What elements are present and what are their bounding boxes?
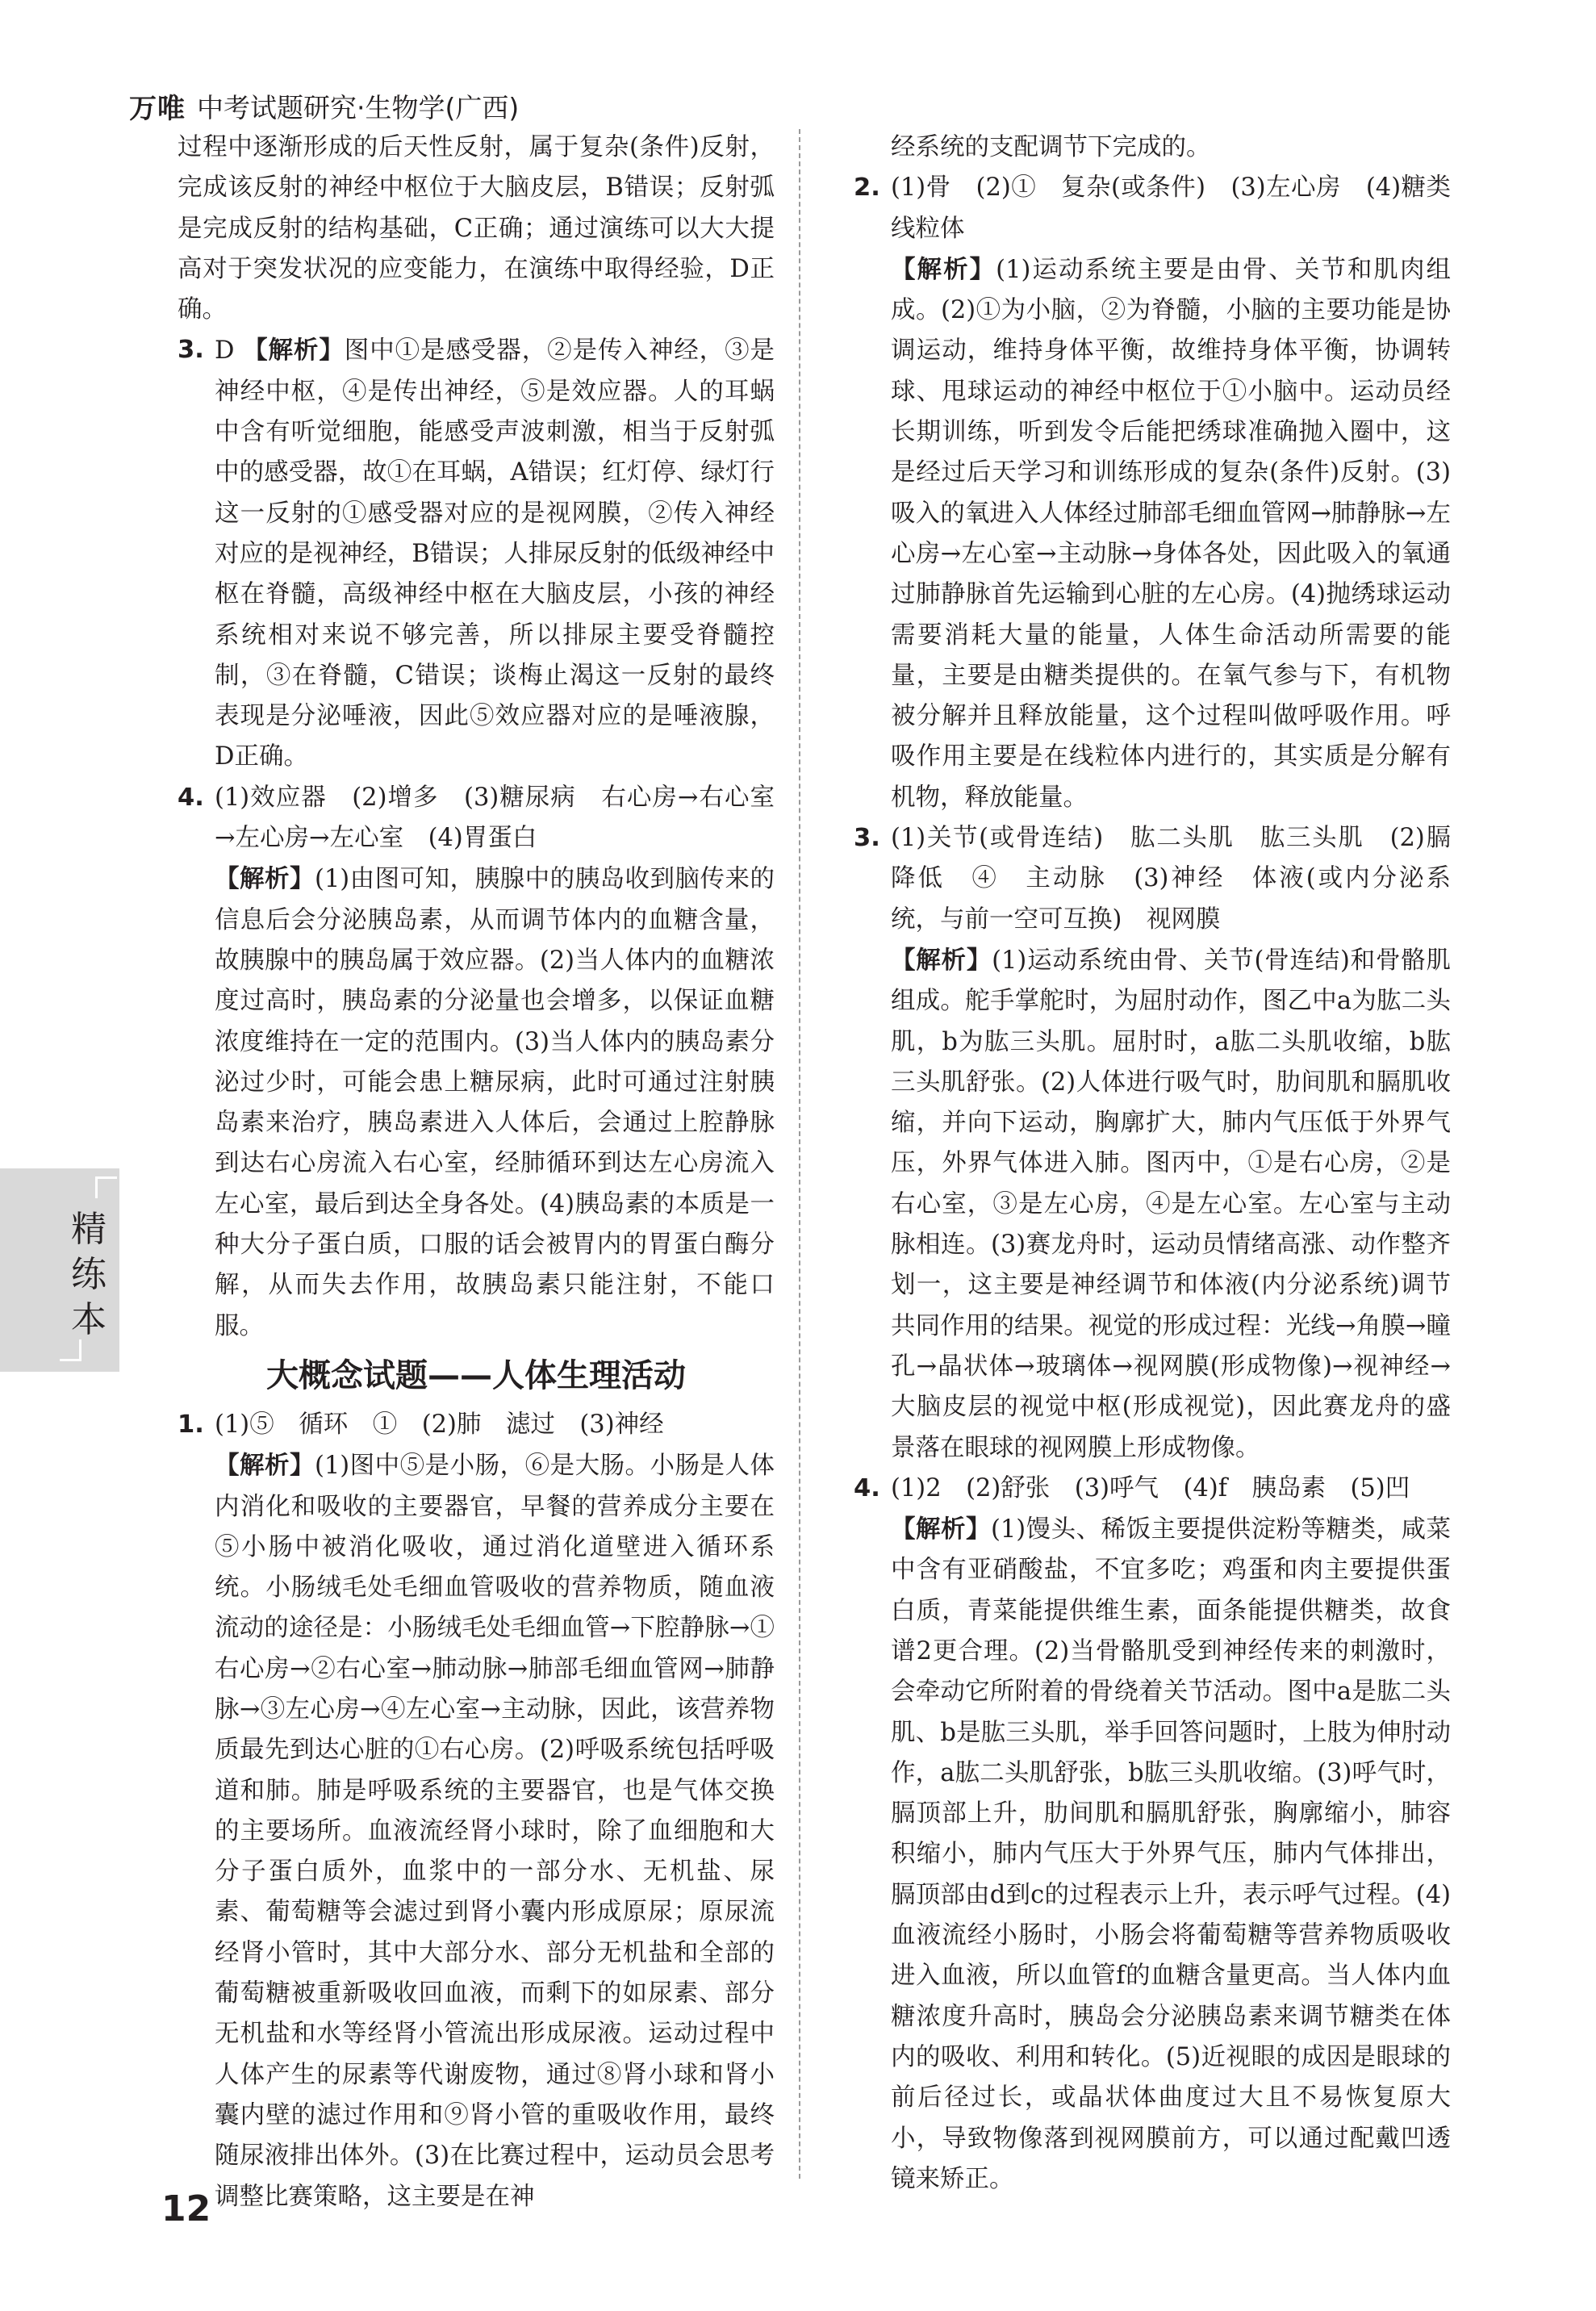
side-tab-label: 精练本 xyxy=(71,1209,107,1340)
page-header xyxy=(129,86,519,126)
big-question-4 xyxy=(854,1469,1451,2200)
analysis-tag: 【解析】 xyxy=(215,864,315,894)
analysis-tag: 【解析】 xyxy=(243,336,345,366)
analysis-tag: 【解析】 xyxy=(215,1451,315,1481)
question-3 xyxy=(178,330,775,777)
answer: (1)骨 (2)① 复杂(或条件) (3)左心房 (4)糖类 线粒体 xyxy=(891,173,1476,243)
question-number: 3. xyxy=(178,336,204,365)
brand-logo: 万唯 xyxy=(129,92,186,125)
column-divider xyxy=(799,129,800,2179)
question-number: 3. xyxy=(854,824,880,853)
analysis-text: (1)馒头、稀饭主要提供淀粉等糖类，咸菜中含有亚硝酸盐，不宜多吃；鸡蛋和肉主要提供蛋白质，青菜能提供维生素，面条能提供糖类，故食谱2更合理。(2)当骨骼肌受到神经传来的刺激时，会牵动它所附着的骨绕着关节活动。图中a是肱二头肌、b是肱三头肌，举手回答问题时，上肢为伸肘动作，a肱二头肌舒张，b肱三头肌收缩。(3)呼气时，膈顶部上升，肋间肌和膈肌舒张，胸廓缩小，肺容积缩小，肺内气压大于外界气压，肺内气体排出，膈顶部由d到c的过程表示上升，表示呼气过程。(4)血液流经小肠时，小肠会将葡萄糖等营养物质吸收进入血液，所以血管f的血糖含量更高。当人体内血糖浓度升高时，胰岛会分泌胰岛素来调节糖类在体内的吸收、利用和转化。(5)近视眼的成因是眼球的前后径过长，或晶状体曲度过大且不易恢复原大小，导致物像落到视网膜前方，可以通过配戴凹透镜来矫正。 xyxy=(891,1515,1452,2193)
analysis-text: (1)运动系统由骨、关节(骨连结)和骨骼肌组成。舵手掌舵时，为屈肘动作，图乙中a为肱二头肌，b为肱三头肌。屈肘时，a肱二头肌收缩，b肱三头肌舒张。(2)人体进行吸气时，肋间肌和膈肌收缩，并向下运动，胸廓扩大，肺内气压低于外界气压，外界气体进入肺。图丙中，①是右心房，②是右心室，③是左心房，④是左心室。左心室与主动脉相连。(3)赛龙舟时，运动员情绪高涨、动作整齐划一，这主要是神经调节和体液(内分泌系统)调节共同作用的结果。视觉的形成过程：光线→角膜→瞳孔→晶状体→玻璃体→视网膜(形成物像)→视神经→大脑皮层的视觉中枢(形成视觉)，因此赛龙舟的盛景落在眼球的视网膜上形成物像。 xyxy=(891,946,1451,1462)
section-title: 大概念试题——人体生理活动 xyxy=(266,1356,686,1394)
analysis-text: (1)运动系统主要是由骨、关节和肌肉组成。(2)①为小脑，②为脊髓，小脑的主要功能是协调运动，维持身体平衡，故维持身体平衡，协调转球、甩球运动的神经中枢位于①小脑中。运动员经长期训练，听到发令后能把绣球准确抛入圈中，这是经过后天学习和训练形成的复杂(条件)反射。(3)吸入的氧进入人体经过肺部毛细血管网→肺静脉→左心房→左心室→主动脉→身体各处，因此吸入的氧通过肺静脉首先运输到心脏的左心房。(4)抛绣球运动需要消耗大量的能量，人体生命活动所需要的能量，主要是由糖类提供的。在氧气参与下，有机物被分解并且释放能量，这个过程叫做呼吸作用。呼吸作用主要是在线粒体内进行的，其实质是分解有机物，释放能量。 xyxy=(891,255,1452,812)
answer: D xyxy=(215,336,235,366)
answer: (1)⑤ 循环 ① (2)肺 滤过 (3)神经 xyxy=(215,1410,664,1439)
right-column xyxy=(854,127,1476,2200)
continued-text: 经系统的支配调节下完成的。 xyxy=(891,133,1211,161)
question-number: 4. xyxy=(178,783,204,812)
analysis-tag: 【解析】 xyxy=(891,1515,991,1544)
answer: (1)效应器 (2)增多 (3)糖尿病 右心房→右心室→左心房→左心室 (4)胃蛋白 xyxy=(215,783,775,853)
left-column xyxy=(178,127,775,2217)
question-4 xyxy=(178,778,775,1347)
big-question-3 xyxy=(854,818,1476,1469)
analysis-tag: 【解析】 xyxy=(891,254,996,284)
bracket-bottom-decoration xyxy=(60,1339,81,1361)
answer: (1)关节(或骨连结) 肱二头肌 肱三头肌 (2)膈 降低 ④ 主动脉 (3)神经 体液(或内分泌系统，与前一空可互换) 视网膜 xyxy=(891,824,1476,934)
big-question-1 xyxy=(178,1405,775,2217)
big-question-2 xyxy=(854,168,1476,818)
analysis-tag: 【解析】 xyxy=(891,945,992,975)
page-number: 12 xyxy=(161,2188,211,2230)
book-title: 中考试题研究·生物学(广西) xyxy=(197,91,520,123)
question-number: 1. xyxy=(178,1410,204,1439)
continued-text: 过程中逐渐形成的后天性反射，属于复杂(条件)反射，完成该反射的神经中枢位于大脑皮层，B错误；反射弧是完成反射的结构基础，C正确；通过演练可以大大提高对于突发状况的应变能力，在演练中取得经验，D正确。 xyxy=(178,133,775,324)
analysis-text: (1)由图可知，胰腺中的胰岛收到脑传来的信息后会分泌胰岛素，从而调节体内的血糖含量，故胰腺中的胰岛属于效应器。(2)当人体内的血糖浓度过高时，胰岛素的分泌量也会增多，以保证血糖浓度维持在一定的范围内。(3)当人体内的胰岛素分泌过少时，可能会患上糖尿病，此时可通过注射胰岛素来治疗，胰岛素进入人体后，会通过上腔静脉到达右心房流入右心室，经肺循环到达左心房流入左心室，最后到达全身各处。(4)胰岛素的本质是一种大分子蛋白质，口服的话会被胃内的胃蛋白酶分解，从而失去作用，故胰岛素只能注射，不能口服。 xyxy=(215,865,775,1340)
bracket-top-decoration xyxy=(95,1176,117,1198)
analysis-text: 图中①是感受器，②是传入神经，③是神经中枢，④是传出神经，⑤是效应器。人的耳蜗中含有听觉细胞，能感受声波刺激，相当于反射弧中的感受器，故①在耳蜗，A错误；红灯停、绿灯行这一反射的①感受器对应的是视网膜，②传入神经对应的是视神经，B错误；人排尿反射的低级神经中枢在脊髓，高级神经中枢在大脑皮层，小孩的神经系统相对来说不够完善，所以排尿主要受脊髓控制，③在脊髓，C错误；谈梅止渴这一反射的最终表现是分泌唾液，因此⑤效应器对应的是唾液腺，D正确。 xyxy=(215,336,775,771)
answer: (1)2 (2)舒张 (3)呼气 (4)f 胰岛素 (5)凹 xyxy=(891,1473,1410,1502)
question-number: 2. xyxy=(854,173,880,203)
analysis-text: (1)图中⑤是小肠，⑥是大肠。小肠是人体内消化和吸收的主要器官，早餐的营养成分主要在⑤小肠中被消化吸收，通过消化道壁进入循环系统。小肠绒毛处毛细血管吸收的营养物质，随血液流动的途径是：小肠绒毛处毛细血管→下腔静脉→①右心房→②右心室→肺动脉→肺部毛细血管网→肺静脉→③左心房→④左心室→主动脉，因此，该营养物质最先到达心脏的①右心房。(2)呼吸系统包括呼吸道和肺。肺是呼吸系统的主要器官，也是气体交换的主要场所。血液流经肾小球时，除了血细胞和大分子蛋白质外，血浆中的一部分水、无机盐、尿素、葡萄糖等会滤过到肾小囊内形成原尿；原尿流经肾小管时，其中大部分水、部分无机盐和全部的葡萄糖被重新吸收回血液，而剩下的如尿素、部分无机盐和水等经肾小管流出形成尿液。运动过程中人体产生的尿素等代谢废物，通过⑧肾小球和肾小囊内壁的滤过作用和⑨肾小管的重吸收作用，最终随尿液排出体外。(3)在比赛过程中，运动员会思考调整比赛策略，这主要是在神 xyxy=(215,1452,775,2211)
question-number: 4. xyxy=(854,1473,880,1502)
